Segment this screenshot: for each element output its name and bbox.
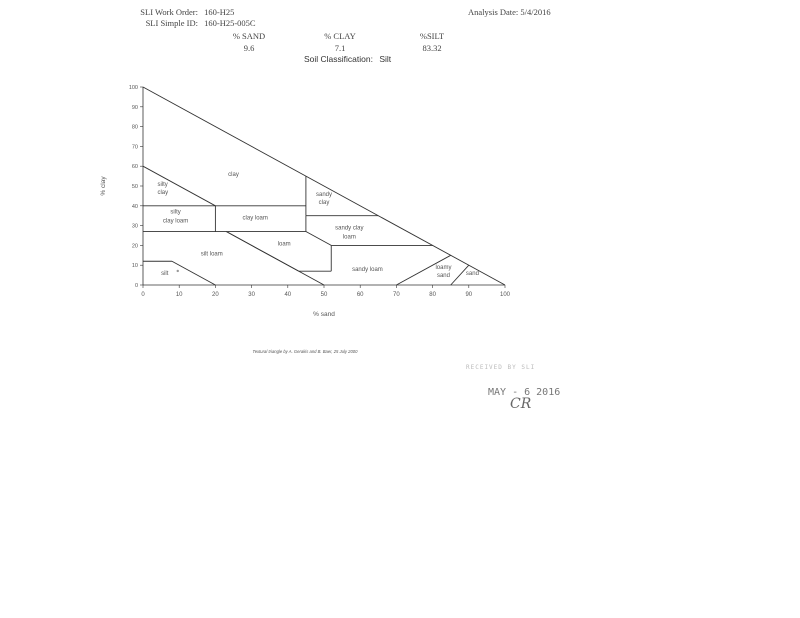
silt-value: 83.32 xyxy=(422,43,442,53)
clay-value: 7.1 xyxy=(334,43,346,53)
x-tick-label: 20 xyxy=(212,292,219,298)
y-tick-label: 20 xyxy=(131,243,138,250)
region-label-clay-loam: clay loam xyxy=(242,215,268,222)
region-label-sandy-clay: clay xyxy=(318,199,330,206)
y-axis-label: % clay xyxy=(100,176,107,196)
x-tick-label: 0 xyxy=(141,292,145,298)
sample-points xyxy=(177,270,179,272)
region-label-silty-clay-loam: silty xyxy=(170,209,181,216)
sand-label: % SAND xyxy=(232,31,266,41)
silt-label: %SILT xyxy=(419,31,445,41)
region-label-sandy-loam: sandy loam xyxy=(352,267,383,274)
region-label-silt: silt xyxy=(161,271,169,278)
x-tick-label: 60 xyxy=(356,292,364,298)
region-label-clay: clay xyxy=(228,172,239,179)
y-tick-label: 0 xyxy=(134,283,138,289)
region-label-loamy-sand: sand xyxy=(436,273,450,280)
region-label-sand: sand xyxy=(465,271,479,278)
stamp-initials: CR xyxy=(510,396,532,412)
analysis-date-label: Analysis Date: xyxy=(468,7,519,17)
sand-value: 9.6 xyxy=(243,43,255,53)
x-tick-label: 70 xyxy=(393,292,400,298)
region-label-loamy-sand: loamy xyxy=(435,265,452,272)
region-label-silt-loam: silt loam xyxy=(200,251,223,258)
y-tick-label: 40 xyxy=(131,203,138,210)
stamp-header: RECEIVED BY SLI xyxy=(466,364,536,371)
clay-label: % CLAY xyxy=(324,31,356,41)
region-boundary xyxy=(226,232,324,285)
y-tick-label: 60 xyxy=(131,164,138,171)
sample-id-value: 160-H25-005C xyxy=(204,18,256,28)
y-tick-label: 80 xyxy=(131,124,138,131)
region-label-silty-clay: clay xyxy=(157,189,169,196)
analysis-date-value: 5/4/2016 xyxy=(520,7,551,17)
work-order-value: 160-H25 xyxy=(204,7,235,17)
received-stamp xyxy=(462,364,582,434)
x-tick-label: 100 xyxy=(499,292,511,298)
region-label-loam: loam xyxy=(277,241,291,248)
y-tick-label: 90 xyxy=(131,104,138,111)
region-boundaries xyxy=(143,87,505,285)
classification-value: Silt xyxy=(379,54,392,64)
x-tick-label: 10 xyxy=(175,292,183,298)
work-order-label: SLI Work Order: xyxy=(140,7,198,17)
region-label-silty-clay-loam: clay loam xyxy=(162,218,189,225)
region-label-sandy-clay-loam: loam xyxy=(342,234,356,241)
x-tick-label: 30 xyxy=(248,292,255,298)
x-tick-label: 80 xyxy=(429,292,436,298)
x-axis-label: % sand xyxy=(313,311,335,318)
region-labels xyxy=(157,172,478,279)
y-tick-label: 70 xyxy=(131,144,138,151)
region-boundary xyxy=(143,166,215,206)
x-tick-label: 40 xyxy=(284,292,292,298)
stamp-date: MAY - 6 2016 xyxy=(488,387,561,398)
region-label-sandy-clay: sandy xyxy=(315,191,333,198)
y-tick-label: 10 xyxy=(131,263,138,270)
x-tick-label: 50 xyxy=(320,292,328,298)
credit-text: Textural triangle by A. Gerakis and B. Baer, 25 July 2000 xyxy=(252,349,358,354)
sample-point xyxy=(177,270,179,272)
y-tick-label: 50 xyxy=(131,184,138,190)
region-label-silty-clay: silty xyxy=(157,182,168,188)
region-boundary xyxy=(172,261,215,285)
x-tick-label: 90 xyxy=(465,292,473,298)
classification-label: Soil Classification: xyxy=(304,54,373,64)
y-tick-label: 30 xyxy=(131,223,138,230)
sample-id-label: SLI Simple ID: xyxy=(145,18,198,28)
region-boundary xyxy=(306,232,331,246)
y-tick-label: 100 xyxy=(128,85,138,91)
region-label-sandy-clay-loam: sandy clay xyxy=(335,225,364,232)
